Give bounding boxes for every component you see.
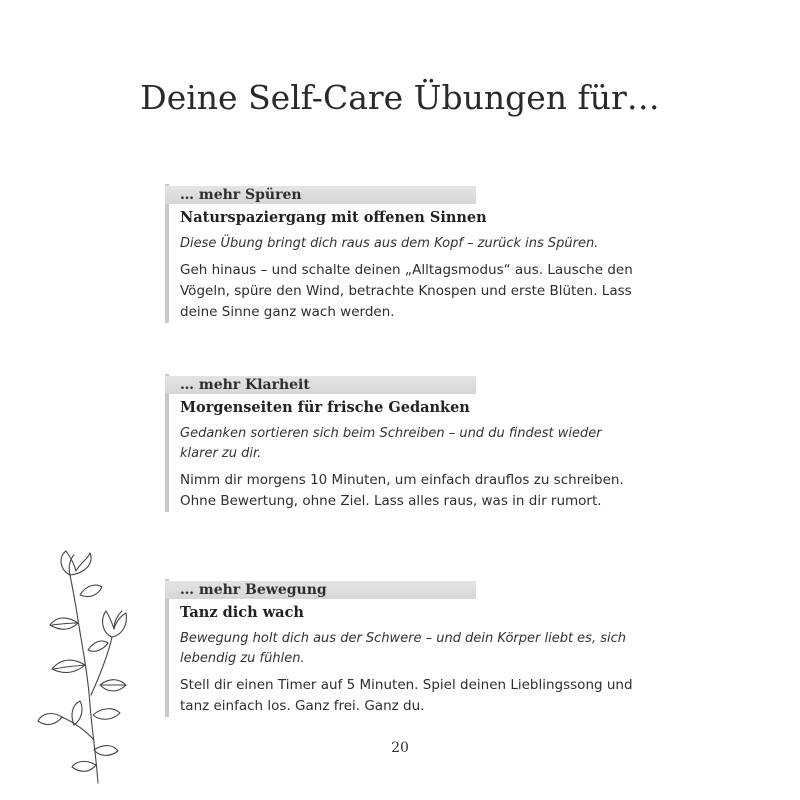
exercise-title: Naturspaziergang mit offenen Sinnen <box>180 209 487 226</box>
section-tag: … mehr Spüren <box>165 186 476 204</box>
section-tag: … mehr Klarheit <box>165 376 476 394</box>
exercise-body: Nimm dir morgens 10 Minuten, um einfach drauflos zu schreiben. Ohne Bewertung, ohne Ziel. Lass alles raus, was in dir rumort. <box>180 472 624 509</box>
section-mehr-bewegung <box>165 579 660 717</box>
exercise-intro: Gedanken sortieren sich beim Schreiben – und du findest wieder klarer zu dir. <box>180 426 602 461</box>
page-title: Deine Self-Care Übungen für… <box>140 78 660 117</box>
exercise-intro: Diese Übung bringt dich raus aus dem Kopf – zurück ins Spüren. <box>180 236 599 251</box>
section-tag: … mehr Bewegung <box>165 581 476 599</box>
exercise-body: Stell dir einen Timer auf 5 Minuten. Spiel deinen Lieblingssong und tanz einfach los. Ganz frei. Ganz du. <box>180 677 633 714</box>
exercise-intro: Bewegung holt dich aus der Schwere – und dein Körper liebt es, sich lebendig zu fühlen. <box>180 631 626 666</box>
page-number: 20 <box>391 740 409 756</box>
exercise-title: Morgenseiten für frische Gedanken <box>180 399 470 416</box>
exercise-body: Geh hinaus – und schalte deinen „Alltagsmodus“ aus. Lausche den Vögeln, spüre den Wind, betrachte Knospen und erste Blüten. Lass deine Sinne ganz wach werden. <box>180 262 633 320</box>
section-mehr-spueren <box>165 184 660 323</box>
exercise-title: Tanz dich wach <box>180 604 304 621</box>
section-mehr-klarheit <box>165 374 660 512</box>
